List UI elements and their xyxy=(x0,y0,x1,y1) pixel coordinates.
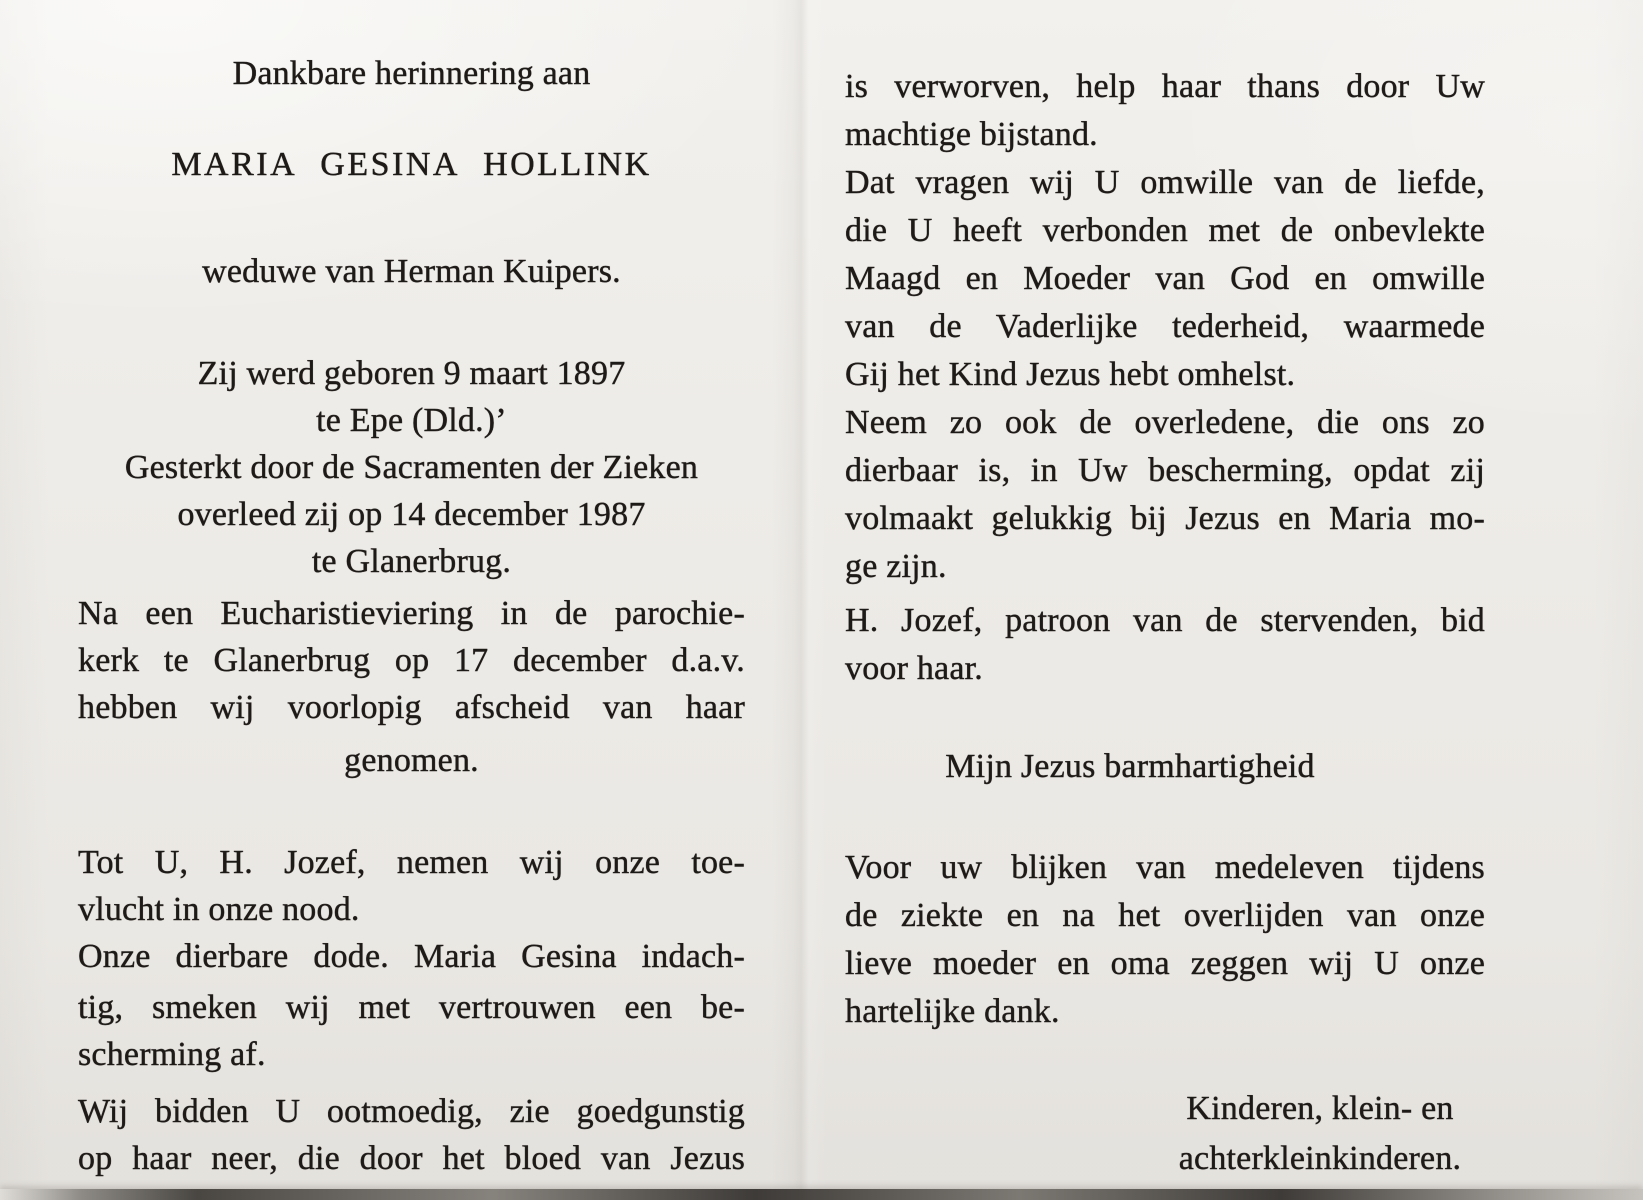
prayer-line: op haar neer, die door het bloed van Jezus xyxy=(78,1140,745,1177)
funeral-line: hebben wij voorlopig afscheid van haar xyxy=(78,689,745,726)
intro-line: Dankbare herinnering aan xyxy=(232,55,591,92)
sacraments-line: Gesterkt door de Sacramenten der Zieken xyxy=(124,449,699,486)
prayer-line: Tot U, H. Jozef, nemen wij onze toe- xyxy=(78,844,745,881)
prayer-line: H. Jozef, patroon van de stervenden, bid xyxy=(845,602,1485,639)
prayer-line: machtige bijstand. xyxy=(845,116,1098,153)
death-date-line: overleed zij op 14 december 1987 xyxy=(177,496,646,533)
prayer-line: scherming af. xyxy=(78,1036,266,1073)
prayer-line: Dat vragen wij U omwille van de liefde, xyxy=(845,164,1485,201)
prayer-line: Maagd en Moeder van God en omwille xyxy=(845,260,1485,297)
prayer-line: Neem zo ook de overledene, die ons zo xyxy=(845,404,1485,441)
funeral-line: genomen. xyxy=(344,742,479,779)
right-page xyxy=(845,63,1485,1183)
page-fold-seam xyxy=(772,0,828,1200)
prayer-line: vlucht in onze nood. xyxy=(78,891,360,928)
left-page xyxy=(78,50,745,1182)
prayer-line: tig, smeken wij met vertrouwen een be- xyxy=(78,989,745,1026)
prayer-line: van de Vaderlijke tederheid, waarmede xyxy=(845,308,1485,345)
prayer-line: Wij bidden U ootmoedig, zie goedgunstig xyxy=(78,1093,745,1130)
death-place-line: te Glanerbrug. xyxy=(311,543,512,580)
birth-line: Zij werd geboren 9 maart 1897 xyxy=(197,355,626,392)
thanks-line: lieve moeder en oma zeggen wij U onze xyxy=(845,945,1485,982)
funeral-line: Na een Eucharistieviering in de parochie- xyxy=(78,595,745,632)
deceased-name: MARIA GESINA HOLLINK xyxy=(171,146,652,183)
prayer-line: die U heeft verbonden met de onbevlekte xyxy=(845,212,1485,249)
birthplace-line: te Epe (Dld.)’ xyxy=(316,402,507,439)
prayer-line: ge zijn. xyxy=(845,548,947,585)
thanks-line: Voor uw blijken van medeleven tijdens xyxy=(845,849,1485,886)
thanks-line: de ziekte en na het overlijden van onze xyxy=(845,897,1485,934)
scan-edge-shadow xyxy=(0,1189,1643,1200)
prayer-line: volmaakt gelukkig bij Jezus en Maria mo- xyxy=(845,500,1485,537)
prayer-line: Onze dierbare dode. Maria Gesina indach- xyxy=(78,938,745,975)
funeral-line: kerk te Glanerbrug op 17 december d.a.v. xyxy=(78,642,745,679)
invocation-line: Mijn Jezus barmhartigheid xyxy=(945,748,1315,785)
prayer-line: is verworven, help haar thans door Uw xyxy=(845,68,1485,105)
signature-line: Kinderen, klein- en xyxy=(1186,1090,1454,1127)
prayer-line: dierbaar is, in Uw bescherming, opdat zij xyxy=(845,452,1485,489)
prayer-line: Gij het Kind Jezus hebt omhelst. xyxy=(845,356,1296,393)
prayer-line: voor haar. xyxy=(845,650,983,687)
widow-line: weduwe van Herman Kuipers. xyxy=(202,253,621,290)
thanks-line: hartelijke dank. xyxy=(845,993,1060,1030)
signature-line: achterkleinkinderen. xyxy=(1178,1140,1462,1177)
